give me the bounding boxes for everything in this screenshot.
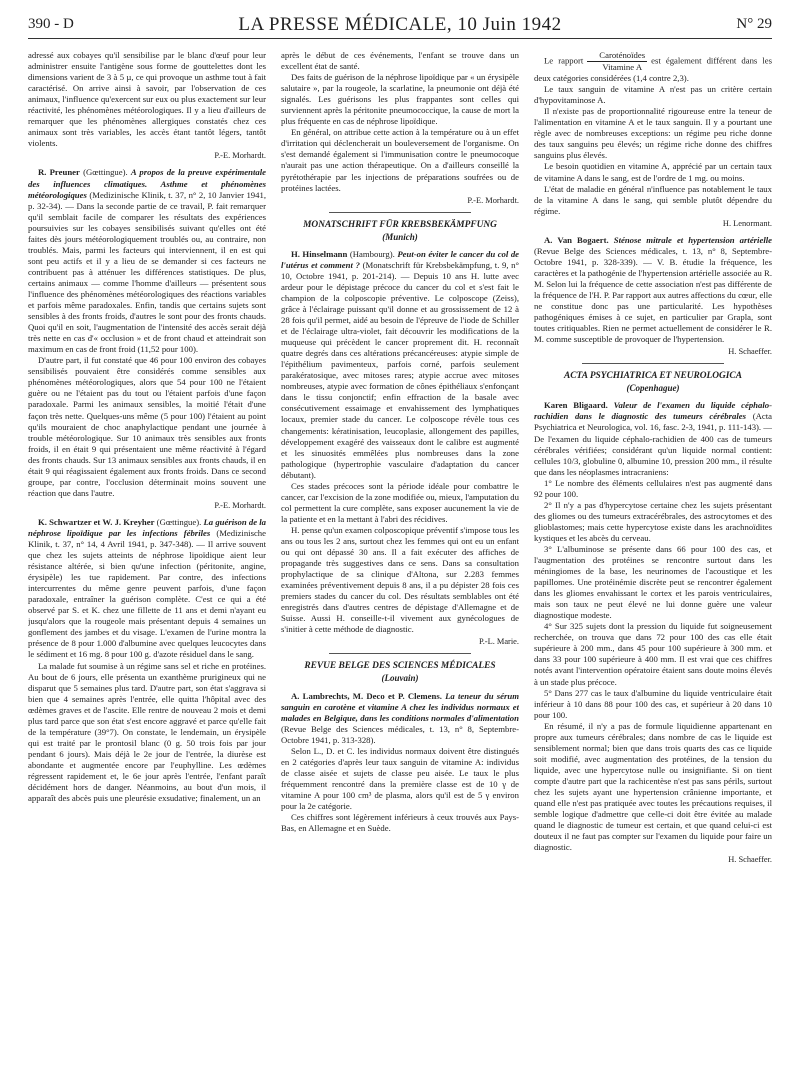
divider: [582, 363, 725, 364]
journal-section-city: (Munich): [382, 231, 418, 242]
column-1: [28, 50, 266, 1078]
paragraph: Le taux sanguin de vitamine A n'est pas un critère certain d'hypovitaminose A.: [534, 84, 772, 106]
signature: H. Schaeffer.: [728, 855, 772, 865]
article-heading: [534, 400, 772, 477]
paragraph: — V. B. étudie la fréquence, les caractères et la pathogénie de l'hypertension artérielle associée au R. M. Selon lui la fréquence de cette association n'est pas différente de la fréquence de l'H. P. Par rapport aux autres affections du cœur, elle ne constitue donc pas une particularité. Les hypothèses pathogéniques émises à ce sujet, en particulier par Grapla, sont toutes critiquables. Rien ne permet actuellement de considérer le R. M. comme susceptible de provoquer de l'hypertension.: [534, 256, 772, 345]
article-heading: [534, 235, 772, 345]
article-heading: [28, 517, 266, 661]
list-item: 1° Le nombre des éléments cellulaires n'est pas augmenté dans 92 pour 100.: [534, 477, 772, 499]
paragraph: Selon L., D. et C. les individus normaux doivent être distingués en 2 catégories d'après leur taux sanguin de vitamine A: individus de classe aisée et sujets de classe peu aisée. Le taux le plus fréquemment rencontré dans la première classe est de 10 γ de vitamine A pour 100 cm³ de plasma, alors qu'il est de 5 γ environ pour la 2e catégorie.: [281, 745, 519, 811]
column-3: [534, 50, 772, 1078]
paragraph: — Dans la seconde partie de ce travail, P. fait remarquer qu'il semblait facile de comparer les résultats des expériences poursuivies sur les cobayes sensibilisés suivant qu'elles ont été faites dès jours météorologiquement troublés ou, au contraire, non troublés. Mais, parmi les facteurs qui interviennent, il en est qui sont peu actifs et il y a lieu de se demander si ces facteurs ne contribuent pas à atténuer les différences statistiques. De plus, certains animaux — comme l'homme d'ailleurs — présentent sous l'influence des phénomènes météorologiques des réactions variables et parfois même paradoxales. Enfin, tandis que certains sujets sont sensibles à des fronts froids, d'autres le sont pour des fronts chauds. Quoi qu'il en soit, l'augmentation de l'intensité des accès serait déjà très nette en cas d'« occlusion » et de front chaud et atteindrait son maximum en cas de front froid (11,52 pour 100).: [28, 200, 266, 355]
page-number: 390 - D: [28, 16, 74, 32]
paragraph: Ces stades précoces sont la période idéale pour combattre le cancer, car l'excision de la zone modifiée ou, mieux, l'amputation du col permettent la cure complète, sans exposer aucunement la vie de la patiente et en la mettant à l'abri des récidives.: [281, 480, 519, 524]
article-title: La teneur du sérum sanguin en carotène et vitamine A chez les individus normaux et malades en Belgique, dans les conditions normales d'alimentation: [281, 690, 519, 723]
list-item: 2° Il n'y a pas d'hypercytose certaine chez les sujets présentant des gliomes ou des tumeurs extracérébrales, des astrocytomes et des glioblastomes; mais cette hypercytose existe dans les arachnoïdites kystiques et les abcès du cerveau.: [534, 499, 772, 543]
article-title: A propos de la preuve expérimentale des influences climatiques. Asthme et phénomènes météorologiques: [28, 167, 266, 200]
paragraph: En résumé, il n'y a pas de formule liquidienne appartenant en propre aux tumeurs cérébrales; dans nombre de cas le liquide est sensiblement normal; bien que dans trois quarts des cas ce liquide soit modifié, avec augmentation des protéines, de la tension du liquide, avec une hypercytose nulle ou insignifiante. Si on tient compte d'autre part que la rachicentèse n'est pas sans périls, surtout chez les sujets ayant une hypertension crânienne importante, et quand elle n'est pas pratiquée avec toutes les précautions requises, il semble logique d'admettre que celle-ci doit être évitée au malade quand le diagnostic de tumeur est certain, et que quand celui-ci est douteux il ne faut pas compter sur l'examen du liquide pour faire un diagnostic.: [534, 720, 772, 853]
paragraph: H. pense qu'un examen colposcopique préventif s'impose tous les ans ou tous les 2 ans, surtout chez les femmes qui ont eu un enfant ou qui ont dépassé 30 ans. Il a fait exécuter des affiches de propagande très suggestives dans ce sens. Dans sa consultation prophylactique de sa clinique d'Altona, sur 2.283 femmes examinées préventivement depuis 8 ans, il a pu dépister 28 fois ces premiers stades du cancer du col. Des résultats semblables ont été enregistrés dans d'autres centres de dépistage d'Allemagne et de Suisse. Aussi H. conseille-t-il vivement aux gynécologues de s'initier à cette méthode de diagnostic.: [281, 524, 519, 635]
list-item: 4° Sur 325 sujets dont la pression du liquide fut soigneusement recherchée, on trouva que dans 72 pour 100 des cas elle était supérieure à 200 mm., dans 45 pour 100 supérieure à 300 mm. et dans 33 pour 100 supérieure à 400 mm. Il est vrai que ces chiffres notés avant l'intervention opératoire étaient sans doute moins élevés à un stade plus précoce.: [534, 621, 772, 687]
article-reference: (Revue Belge des Sciences médicales, t. 13, n° 8, Septembre-Octobre 1941, p. 328-339).: [534, 245, 772, 267]
signature: P.-E. Morhardt.: [214, 151, 266, 161]
article-author: Karen Bligaard.: [544, 400, 608, 411]
article-author: A. Van Bogaert.: [544, 234, 609, 245]
paragraph: adressé aux cobayes qu'il sensibilise par le blanc d'œuf pour leur administrer ensuite l'antigène sous forme de gouttelettes dont les dimensions varient de 3 à 5 µ, ce qui provoque un asthme tout à fait caractérisé. On arrive ainsi à savoir, par l'observation de ces animaux, l'influence qu'exercent sur eux ou plus exactement sur leur réactivité, les phénomènes météorologiques. Il y a lieu d'ailleurs de remarquer que les phénomènes allergiques constatés chez ces animaux sont très variables, les accès étant tantôt légers, tantôt violents.: [28, 50, 266, 149]
list-item: 3° L'albuminose se présente dans 66 pour 100 des cas, et l'augmentation des protéines se rencontre surtout dans les méningiomes de la base, les neurinomes de l'acoustique et les papillomes. Une protéinémie discrète peut se rencontrer également dans les gliomes envahissant le cortex et les parois ventriculaires, mais son taux ne peut élevé ne lui donne guère une valeur diagnostique modeste.: [534, 543, 772, 621]
column-2: [281, 50, 519, 1078]
article-title: Sténose mitrale et hypertension artérielle: [613, 234, 772, 245]
journal-section-title: REVUE BELGE DES SCIENCES MÉDICALES: [304, 661, 496, 672]
article-reference: (Monatschrift für Krebsbekämpfung, t. 9, n° 10, Octobre 1941, p. 201-214).: [281, 259, 519, 281]
signature: P.-E. Morhardt.: [214, 500, 266, 510]
article-author: A. Lambrechts, M. Deco et P. Clemens.: [291, 690, 442, 701]
paragraph: — De l'examen du liquide céphalo-rachidien de 400 cas de tumeurs cérébrales vérifiées; considérant qu'un liquide normal contient: cellules 10/3, globuline 0, albumine 10, pression 200 mm., il résulte que dans les néoplasmes intracraniens:: [534, 422, 772, 477]
article-heading: [281, 691, 519, 746]
journal-section-city: (Louvain): [381, 673, 419, 684]
article-author: K. Schwartzer et W. J. Kreyher: [38, 516, 155, 527]
divider: [329, 212, 472, 213]
ratio-lead-text: Le rapport: [544, 55, 584, 66]
paragraph: L'état de maladie en général n'influence pas notablement le taux de la vitamine A dans le sang, qui semble plutôt dépendre du régime.: [534, 183, 772, 216]
article-title: Peut-on éviter le cancer du col de l'utérus et comment ?: [281, 248, 519, 270]
paragraph: Ces chiffres sont légèrement inférieurs à ceux trouvés aux Pays-Bas, en Allemagne et en Suède.: [281, 812, 519, 834]
article-location: (Gœttingue).: [156, 516, 202, 527]
article-location: (Gœttingue).: [83, 167, 128, 178]
paragraph: — Il arrive souvent que chez les sujets atteints de néphrose lipoïdique aient leur résistance altérée, si bien qu'une infection (péritonite, angine, érysipèle) les tue rapidement. Par contre, des infections intercurrentes du même genre peuvent parfois, d'une façon paradoxale, entraîner la guérison complète. C'est ce qui a été observé par S. et K. chez une fillette de 11 ans et demi n'ayant eu jusqu'alors que la rougeole mais présentant depuis 4 semaines un gonflement des jambes et du visage. L'examen de l'urine montra la présence de 8 pour 1.000 d'albumine avec quelques leucocytes dans le sédiment et 16 mg. 8 pour 100 g. d'azote résiduel dans le sang.: [28, 539, 266, 660]
journal-section-title: ACTA PSYCHIATRICA ET NEUROLOGICA: [564, 371, 742, 382]
page-header: [28, 14, 772, 39]
paragraph: Le besoin quotidien en vitamine A, apprécié par un certain taux de vitamine A dans le sang, est de l'ordre de 1 mg. ou moins.: [534, 161, 772, 183]
article-reference: (Medizinische Klinik, t. 37, n° 14, 4 Avril 1941, p. 347-348).: [28, 527, 266, 550]
article-title: La guérison de la néphrose lipoïdique par les infections fébriles: [28, 516, 266, 538]
paragraph: En général, on attribue cette action à la température ou à un effet d'irritation qui déclencherait un bouleversement de l'organisme. On s'est demandé également si l'immunisation contre le pneumocoque n'aurait pas une action thérapeutique. On a d'ailleurs conseillé la pyrétothérapie par les injections de préparations soufrées ou de protéines lactées.: [281, 127, 519, 193]
article-reference: (Medizinische Klinik, t. 37, n° 2, 10 Janvier 1941, p. 32-34).: [28, 189, 266, 211]
article-title: Valeur de l'examen du liquide céphalo-rachidien dans le diagnostic des tumeurs cérébrales: [534, 400, 772, 422]
article-reference: (Acta Psychiatrica et Neurologica, vol. 16, fasc. 2-3, 1941, p. 111-143).: [534, 411, 772, 433]
journal-section-title: MONATSCHRIFT FÜR KREBSBEKÄMPFUNG: [303, 219, 497, 230]
issue-number: N° 29: [736, 16, 772, 32]
signature: P.-E. Morhardt.: [467, 195, 519, 205]
article-reference: (Revue Belge des Sciences médicales, t. 13, n° 8, Septembre-Octobre 1941, p. 313-328).: [281, 723, 519, 745]
article-location: (Hambourg).: [349, 248, 395, 259]
journal-title: LA PRESSE MÉDICALE, 10 Juin 1942: [238, 14, 562, 35]
article-heading: [281, 249, 519, 481]
divider: [329, 653, 472, 654]
signature: H. Lenormant.: [722, 218, 772, 228]
article-author: H. Hinselmann: [291, 248, 348, 259]
fraction-denominator: Vitamine A: [602, 62, 643, 73]
ratio-fraction: [587, 50, 647, 73]
signature: P.-L. Marie.: [478, 637, 519, 647]
journal-section-city: (Copenhague): [626, 383, 680, 394]
paragraph: Il n'existe pas de proportionnalité rigoureuse entre la teneur de l'alimentation en vitamine A et le taux sanguin. Il y a pourtant une règle avec de nombreuses exceptions: un régime peu riche donne des taux sanguins peu élevés; un régime riche donne des chiffres sanguins plus élevés.: [534, 106, 772, 161]
paragraph: — Depuis 10 ans H. lutte avec ardeur pour le dépistage précoce du cancer du col et s'est fait le champion de la colposcopie préventive. Le colposcope (Zeiss), grâce à l'éclairage puissant qu'il donne et au grossissement de 12 à 28 fois qu'il permet, aidé au besoin de l'épreuve de l'iode de Schiller et de l'éclairage ultra-violet, fait découvrir les modifications de la muqueuse qui précèdent le cancer proprement dit. H. reconnaît quatre degrés dans ces altérations précancéreuses: atypie simple de l'épithélium pavimenteux, parfois corné, parfois seulement parakératosique, avec mitoses rares; atypie accrue avec mitoses nombreuses, atypie avec formation de cônes épithéliaux s'enfonçant dans le tissu conjonctif; enfin effraction de la basale avec consécutivement essaimage et envahissement des lymphatiques locaux, premier stade du cancer. Le colposcope révèle tous ces changements: kératinisation, leucoplasie, allongement des papilles, développement exagéré des vaisseaux dont le calibre est augmenté et les sinuosités emmêlées plus nombreuses dans la zone pathologique (hypertrophie vasculaire d'adaptation du cancer débutant).: [281, 270, 519, 480]
paragraph: après le début de ces événements, l'enfant se trouve dans un excellent état de santé.: [281, 50, 519, 72]
ratio-tail-text: est également différent dans les deux catégories considérées (1,4 contre 2,3).: [534, 55, 772, 84]
article-author: R. Preuner: [38, 167, 80, 178]
paragraph: Des faits de guérison de la néphrose lipoïdique par « un érysipèle salutaire », par la rougeole, la scarlatine, la pneumonie ont déjà été signalés. Les guérisons les plus frappantes sont celles qui surviennent après la péritonite pneumococcique, la cause de mort la plus fréquente en cas de néphrose lipoïdique.: [281, 72, 519, 127]
paragraph: D'autre part, il fut constaté que 46 pour 100 environ des cobayes sensibilisés pouvaient être considérés comme sensibles aux phénomènes météorologiques, alors que 54 pour 100 ne l'étaient guère ou ne l'étaient pas du tout ou l'étaient parfois d'une façon paradoxale. Parmi les animaux sensibles, la moitié l'était d'une façon très nette. Quelques-uns même (5 pour 100) l'étaient au point qu'ils mouraient de choc anaphylactique pendant une journée à trouble météorologique. Sur 10 animaux très sensibles aux fronts froids, il en était 9 qui présentaient une même réactivité à l'égard des fronts chauds. Sur 13 animaux sensibles aux fronts chauds, il en était 9 qui réagissaient également aux fronts froids. Dans ce second groupe, par contre, l'occlusion déterminait moins souvent une réaction que dans l'autre.: [28, 355, 266, 498]
signature: H. Schaeffer.: [728, 347, 772, 357]
paragraph: La malade fut soumise à un régime sans sel et riche en protéines. Au bout de 6 jours, elle présenta un exanthème prurigineux qui ne disparut que 5 semaines plus tard. D'autre part, son état s'aggrava si bien que 4 semaines après l'entrée, elle quitta l'hôpital avec des œdèmes graves et de l'ascite. Elle rentre de nouveau 2 mois et demi plus tard parce que son état s'est encore aggravé et parce qu'elle fait de la température (39°7). On constate, le lendemain, un érysipèle qui est traité par le prontosil blanc (0 g. 50 trois fois par jour pendant 6 jours). Mais déjà le 2e jour de l'entrée, la diurèse est abondante et augmentée encore par l'euphylline. Les œdèmes régressent rapidement et, le 6e jour après l'entrée, l'enfant paraît décidément hors de danger. Néanmoins, au bout d'un mois, il apparaît des abcès puis une pleurésie exsudative; finalement, un an: [28, 660, 266, 804]
fraction-numerator: Caroténoïdes: [587, 50, 647, 62]
ratio-paragraph: [534, 50, 772, 84]
list-item: 5° Dans 277 cas le taux d'albumine du liquide ventriculaire était inférieur à 10 dans 88 pour 100 des cas, et supérieur à 20 dans 10 pour 100.: [534, 687, 772, 720]
article-heading: [28, 167, 266, 355]
